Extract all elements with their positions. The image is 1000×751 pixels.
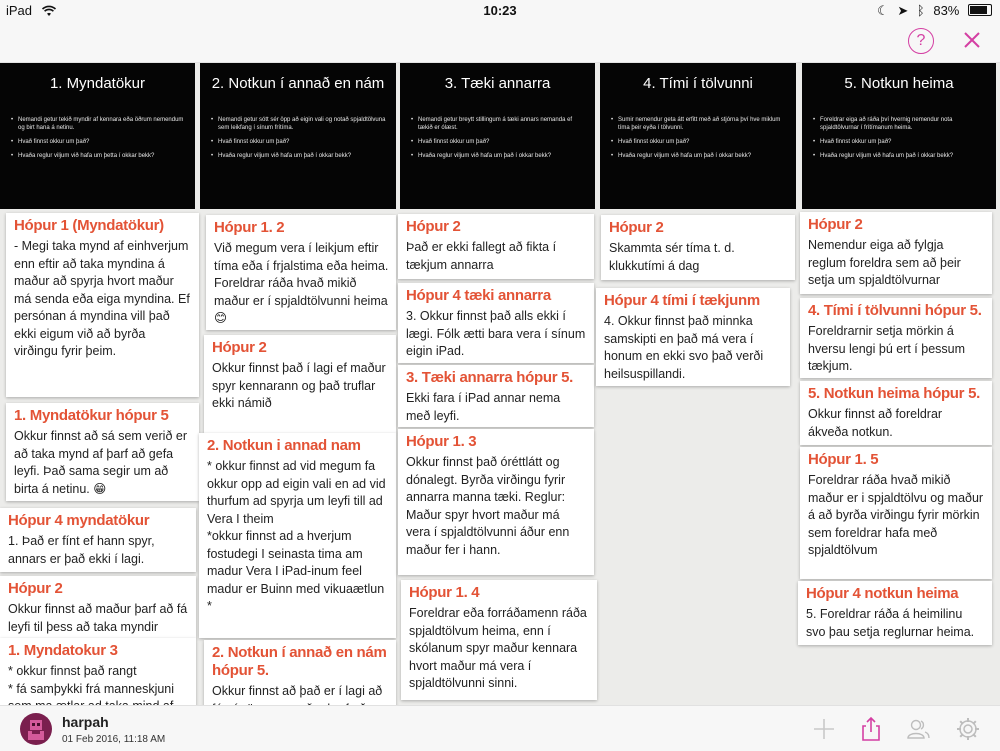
- note-card[interactable]: [6, 403, 199, 501]
- note-body: Skammta sér tíma t. d. klukkutími á dag: [609, 241, 735, 273]
- note-body: Foreldrar ráða hvað mikið maður er i spjaldtölvu og maður á að byrða virðingu fyrir mörkin sem foreldrar hafa með spjaldtölvum: [808, 473, 984, 557]
- avatar-pixel-icon: [20, 713, 52, 745]
- note-body: Það er ekki fallegt að fikta í tækjum annarra: [406, 240, 557, 272]
- column-header-2[interactable]: [200, 63, 396, 209]
- moon-icon: ☾: [877, 3, 889, 18]
- note-card[interactable]: [199, 433, 396, 638]
- note-body: - Megi taka mynd af einhverjum enn eftir að taka myndina á maður að spyrja hvort maður má senda eða eiga myndina. Ef persónan á myndina vill það ekki eigum við að byrða virðingu fyrir þeim.: [14, 239, 190, 358]
- battery-percent: 83%: [933, 3, 960, 18]
- note-body: 5. Foreldrar ráða á heimilinu svo þau setja reglurnar heima.: [806, 607, 975, 639]
- column-bullets: [0, 116, 195, 160]
- bullet: • Hvað finnst okkur um það?: [618, 138, 788, 146]
- note-title: Hópur 1. 2: [214, 219, 285, 236]
- add-icon[interactable]: [811, 716, 837, 742]
- note-title: Hópur 1. 5: [808, 451, 879, 468]
- column-bullets: [400, 116, 595, 160]
- column-title: 4. Tími í tölvunni: [643, 75, 753, 92]
- note-card[interactable]: [6, 213, 199, 397]
- note-card[interactable]: [596, 288, 790, 386]
- column-header-5[interactable]: [802, 63, 996, 209]
- note-title: 2. Notkun i annad nam: [207, 437, 361, 454]
- note-card[interactable]: [800, 381, 992, 445]
- note-body: Foreldrarnir setja mörkin á hversu lengi þú ert í þessum tækjum.: [808, 324, 966, 373]
- note-body: Okkur finnst að sá sem verið er að taka mynd af þarf að gefa leyfi. Það sama segir um að birta á netinu. 😁: [14, 429, 187, 496]
- note-card[interactable]: [798, 581, 992, 645]
- close-icon[interactable]: [962, 30, 982, 50]
- settings-gear-icon[interactable]: [955, 716, 981, 742]
- bottom-bar: [0, 705, 1000, 751]
- note-title: Hópur 4 myndatökur: [8, 512, 150, 529]
- column-bullets: [802, 116, 996, 160]
- note-card[interactable]: [398, 429, 594, 575]
- note-card[interactable]: [398, 214, 594, 279]
- note-card[interactable]: [0, 576, 196, 638]
- note-body: Nemendur eiga að fylgja reglum foreldra sem að þeir setja um spjaldtölvurnar: [808, 238, 961, 287]
- bullet: • Foreldrar eiga að ráða því hvernig nemendur nota spjaldtölvurnar í frítímanum heima.: [820, 116, 988, 132]
- bullet: • Hvað finnst okkur um það?: [18, 138, 187, 146]
- share-icon[interactable]: [858, 716, 884, 742]
- column-title: 5. Notkun heima: [844, 75, 954, 92]
- post-date: 01 Feb 2016, 11:18 AM: [62, 734, 166, 745]
- note-body: * okkur finnst það rangt * fá samþykki frá manneskjuni: [8, 664, 175, 696]
- note-card[interactable]: [204, 335, 396, 433]
- note-title: Hópur 2: [808, 216, 863, 233]
- bullet: • Sumir nemendur geta átt erfitt með að stjórna því hve miklum tíma þeir eyða í tölvunni.: [618, 116, 788, 132]
- column-bullets: [600, 116, 796, 160]
- column-title: 1. Myndatökur: [49, 75, 146, 92]
- column-header-3[interactable]: [400, 63, 595, 209]
- column-header-4[interactable]: [600, 63, 796, 209]
- column-header-1[interactable]: [0, 63, 195, 209]
- column-title: 3. Tæki annarra: [444, 75, 551, 92]
- bullet: • Hvaða reglur viljum við hafa um það í okkar bekk?: [820, 152, 988, 160]
- device-label: iPad: [6, 3, 33, 18]
- note-body: Ekki fara í iPad annar nema með leyfi.: [406, 391, 561, 423]
- column-bullets: [200, 116, 396, 160]
- bullet: • Nemandi getur tekið myndir af kennara eða öðrum nemendum og birt hana á netinu.: [18, 116, 187, 132]
- column-title: 2. Notkun í annað en nám: [211, 75, 385, 92]
- note-card[interactable]: [398, 283, 594, 363]
- bullet: • Hvaða reglur viljum við hafa um það í okkar bekk?: [218, 152, 388, 160]
- note-title: 2. Notkun í annað en nám hópur 5.: [212, 644, 387, 679]
- note-title: Hópur 1. 4: [409, 584, 480, 601]
- bullet: • Hvað finnst okkur um það?: [820, 138, 988, 146]
- note-card[interactable]: [206, 215, 396, 330]
- note-body: Okkur finnst það í lagi ef maður spyr kennarann og það truflar ekki námið: [212, 361, 386, 410]
- help-button[interactable]: ?: [908, 28, 934, 54]
- location-icon: ➤: [897, 3, 909, 18]
- bullet: • Hvaða reglur viljum við hafa um það í okkar bekk?: [618, 152, 788, 160]
- username[interactable]: harpah: [62, 714, 109, 730]
- bullet: • Hvaða reglur viljum við hafa um þetta í okkar bekk?: [18, 152, 187, 160]
- avatar[interactable]: [20, 713, 52, 745]
- note-title: Hópur 1 (Myndatökur): [14, 217, 164, 234]
- note-title: Hópur 2: [609, 219, 664, 236]
- bullet: • Nemandi getur breytt stillingum á tæki annars nemanda ef tækið er ólæst.: [418, 116, 587, 132]
- padlet-board[interactable]: [0, 63, 1000, 705]
- status-bar: [0, 0, 1000, 22]
- battery-icon: [968, 4, 992, 16]
- note-title: Hópur 4 tæki annarra: [406, 287, 551, 304]
- note-body: Okkur finnst að foreldrar ákveða notkun.: [808, 407, 943, 439]
- bluetooth-icon: ᛒ: [916, 3, 925, 18]
- status-time: 10:23: [483, 3, 517, 18]
- note-body: Okkur finnst að maður þarf að fá leyfi til þess að taka myndir: [8, 602, 188, 634]
- bullet: • Hvað finnst okkur um það?: [218, 138, 388, 146]
- collaborators-icon[interactable]: [905, 716, 931, 742]
- note-body: * okkur finnst ad vid megum fa okkur opp ad eigin vali en ad vid thurfum ad spyrja um leyfi till ad Vera I theim *okkur finnst ad a hverjum fostudegi I seinasta tima am madur Vera I iPad-inum feel madur er Buinn med vikuaætlun *: [207, 459, 386, 613]
- top-bar: [0, 22, 1000, 63]
- note-card[interactable]: [0, 508, 196, 572]
- note-title: Hópur 4 notkun heima: [806, 585, 959, 602]
- note-card[interactable]: [800, 298, 992, 378]
- note-body: 3. Okkur finnst það alls ekki í lægi. Fólk ætti bara vera í sínum eigin iPad.: [406, 309, 586, 358]
- note-body: 4. Okkur finnst það minnka samskipti en það má vera í honum en ekki svo það verði heilsuspillandi.: [604, 314, 764, 381]
- note-title: Hópur 2: [212, 339, 267, 356]
- note-body: Okkur finnst það óréttlátt og dónalegt. Byrða virðingu fyrir annarra manna tæki. Reglur: Maður spyr hvort maður má vera í spjaldtölvunni áður enn maður fer i hann.: [406, 455, 570, 557]
- note-card[interactable]: [800, 447, 992, 579]
- note-card[interactable]: [601, 215, 795, 280]
- note-card[interactable]: [401, 580, 597, 700]
- note-card[interactable]: [204, 640, 396, 710]
- note-body: 1. Það er fínt ef hann spyr, annars er það ekki í lagi.: [8, 534, 155, 566]
- status-right: [872, 3, 992, 19]
- note-body: Okkur finnst að það er í lagi að: [212, 684, 383, 698]
- note-title: Hópur 2: [8, 580, 63, 597]
- note-title: 5. Notkun heima hópur 5.: [808, 385, 980, 402]
- bullet: • Hvað finnst okkur um það?: [418, 138, 587, 146]
- note-card[interactable]: [398, 365, 594, 427]
- note-title: Hópur 4 tími í tækjunm: [604, 292, 760, 309]
- note-title: 1. Myndatokur 3: [8, 642, 118, 659]
- note-title: 3. Tæki annarra hópur 5.: [406, 369, 574, 386]
- note-card[interactable]: [800, 212, 992, 294]
- note-title: Hópur 1. 3: [406, 433, 477, 450]
- note-title: 1. Myndatökur hópur 5: [14, 407, 169, 424]
- bullet: • Hvaða reglur viljum við hafa um það í okkar bekk?: [418, 152, 587, 160]
- note-title: 4. Tími í tölvunni hópur 5.: [808, 302, 982, 319]
- note-body: Foreldrar eða forráðamenn ráða spjaldtölvum heima, enn í skólanum spyr maður kennara hvort maður má vera í spjaldtölvunni sinni.: [409, 606, 587, 690]
- note-body: Við megum vera í leikjum eftir tíma eða í frjalstima eða heima. Foreldrar ráða hvað mikið maður er í spjaldtölvunni heima😊: [214, 241, 389, 325]
- bullet: • Nemandi getur sótt sér öpp að eigin vali og notað spjaldtölvuna sem leikfang í sínum frítíma.: [218, 116, 388, 132]
- note-title: Hópur 2: [406, 218, 461, 235]
